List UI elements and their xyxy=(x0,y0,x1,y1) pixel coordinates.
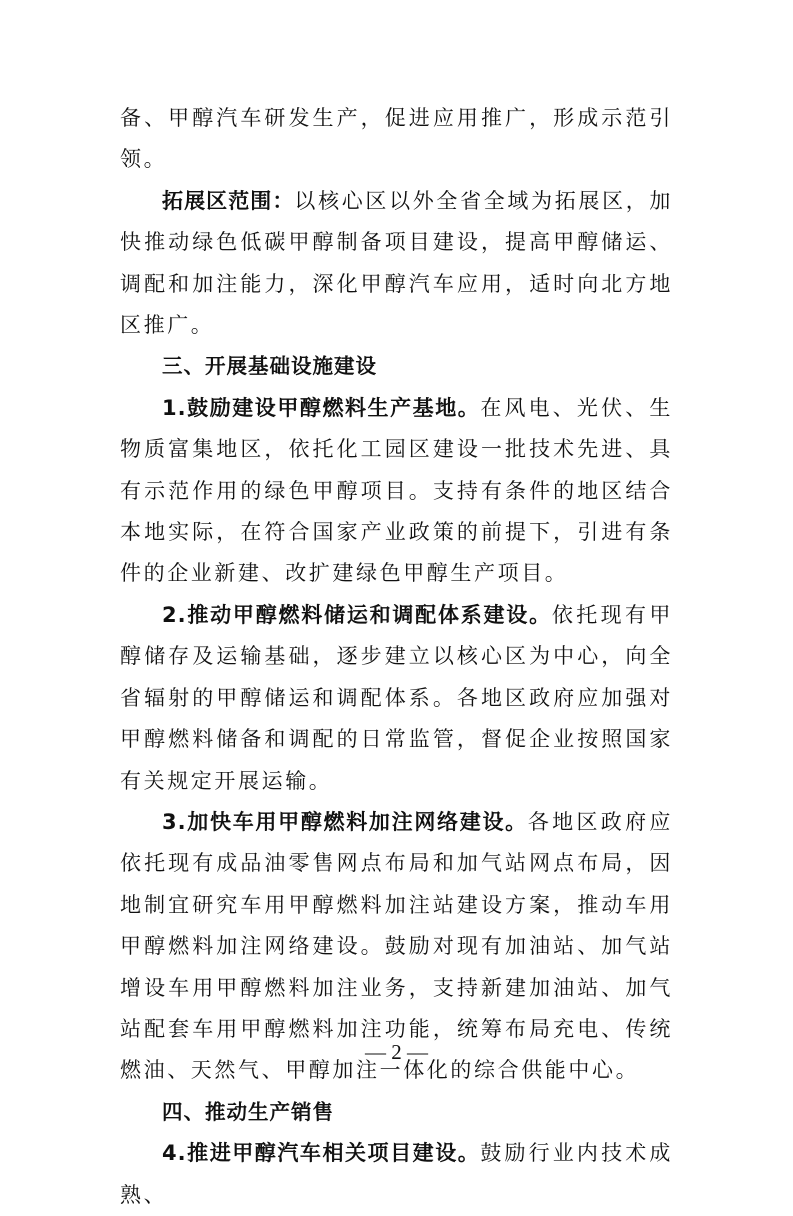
paragraph-lead: 2.推动甲醇燃料储运和调配体系建设。 xyxy=(162,602,552,627)
paragraph-item-1 xyxy=(120,388,673,595)
paragraph-text: 依托现有甲醇储存及运输基础，逐步建立以核心区为中心，向全省辐射的甲醇储运和调配体系。各地区政府应加强对甲醇燃料储备和调配的日常监管，督促企业按照国家有关规定开展运输。 xyxy=(120,602,673,793)
paragraph-text: 在风电、光伏、生物质富集地区，依托化工园区建设一批技术先进、具有示范作用的绿色甲醇项目。支持有条件的地区结合本地实际，在符合国家产业政策的前提下，引进有条件的企业新建、改扩建绿色甲醇生产项目。 xyxy=(120,395,673,586)
paragraph-text: 各地区政府应依托现有成品油零售网点布局和加气站网点布局，因地制宜研究车用甲醇燃料加注站建设方案，推动车用甲醇燃料加注网络建设。鼓励对现有加油站、加气站增设车用甲醇燃料加注业务，支持新建加油站、加气站配套车用甲醇燃料加注功能，统筹布局充电、传统燃油、天然气、甲醇加注一体化的综合供能中心。 xyxy=(120,809,673,1083)
paragraph-lead: 拓展区范围： xyxy=(162,188,295,213)
paragraph-lead: 4.推进甲醇汽车相关项目建设。 xyxy=(162,1141,481,1166)
paragraph-expansion-zone xyxy=(120,181,673,347)
paragraph-text: 以核心区以外全省全域为拓展区，加快推动绿色低碳甲醇制备项目建设，提高甲醇储运、调配和加注能力，深化甲醇汽车应用，适时向北方地区推广。 xyxy=(120,188,673,338)
paragraph-item-4 xyxy=(120,1133,673,1216)
paragraph-continuation xyxy=(120,98,673,181)
section-heading-4: 四、推动生产销售 xyxy=(162,1099,334,1124)
paragraph-item-2 xyxy=(120,595,673,802)
paragraph-lead: 3.加快车用甲醇燃料加注网络建设。 xyxy=(162,809,528,834)
paragraph-lead: 1.鼓励建设甲醇燃料生产基地。 xyxy=(162,395,481,420)
section-heading-3: 三、开展基础设施建设 xyxy=(162,354,377,379)
page-number: — 2 — xyxy=(365,1040,428,1064)
paragraph-text: 鼓励行业内技术成熟、 xyxy=(120,1141,673,1207)
paragraph-text: 备、甲醇汽车研发生产，促进应用推广，形成示范引领。 xyxy=(120,106,673,172)
